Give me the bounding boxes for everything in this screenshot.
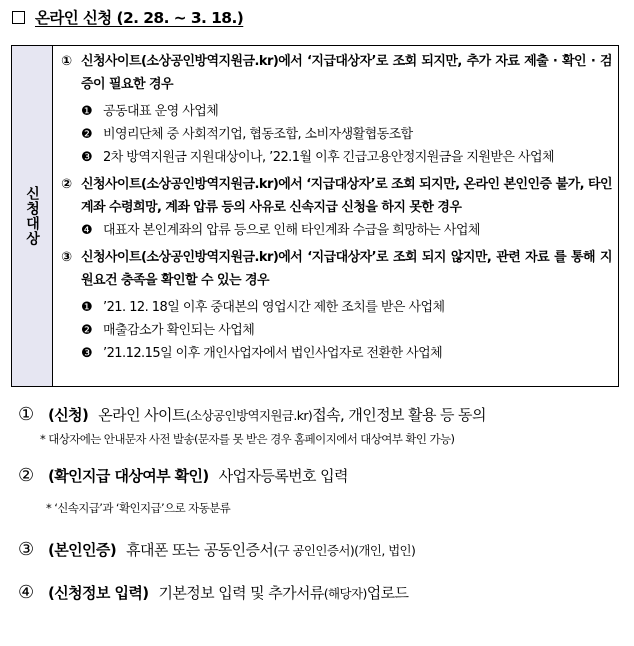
list-item-text: ’21.12.15일 이후 개인사업자에서 법인사업자로 전환한 사업체 xyxy=(103,346,443,361)
step-title: (확인지급 대상여부 확인) xyxy=(48,467,209,485)
bullet: ❸ xyxy=(81,346,93,361)
step-number: ④ xyxy=(18,582,34,603)
group-heading xyxy=(61,246,612,292)
step-text: 기본정보 입력 및 추가서류 xyxy=(158,584,324,602)
step-text-small: (소상공인방역지원금.kr) xyxy=(185,408,313,423)
step-number: ① xyxy=(18,404,34,425)
side-label-cell xyxy=(12,46,53,386)
list-item xyxy=(81,100,612,123)
step-item xyxy=(18,404,622,425)
step-text: 업로드 xyxy=(366,584,409,602)
side-label: 신청대상 xyxy=(24,186,40,246)
eligibility-content xyxy=(53,46,618,386)
list-item-text: 매출감소가 확인되는 사업체 xyxy=(103,323,255,338)
step-item xyxy=(18,582,622,603)
step-note: * 대상자에는 안내문자 사전 발송(문자를 못 받은 경우 홈페이지에서 대상여부 확인 가능) xyxy=(40,432,455,446)
eligibility-table xyxy=(11,45,619,387)
step-text: 사업자등록번호 입력 xyxy=(218,467,348,485)
bullet: ❹ xyxy=(81,223,93,238)
step-text: 휴대폰 또는 공동인증서 xyxy=(126,541,274,559)
group-heading xyxy=(61,50,612,96)
list-item-text: 2차 방역지원금 지원대상이나, ’22.1월 이후 긴급고용안정지원금을 지원받은 사업체 xyxy=(103,150,554,165)
section-heading xyxy=(12,6,243,28)
step-title: (신청정보 입력) xyxy=(48,584,149,602)
step-text: 접속, 개인정보 활용 등 동의 xyxy=(312,406,486,424)
group-number: ② xyxy=(61,177,72,192)
section-title: 온라인 신청 (2. 28. ~ 3. 18.) xyxy=(35,9,244,27)
procedure-steps xyxy=(18,404,622,603)
list-item-text: ’21. 12. 18일 이후 중대본의 영업시간 제한 조치를 받은 사업체 xyxy=(103,300,445,315)
step-title: (본인인증) xyxy=(48,541,117,559)
step-text-small: (구 공인인증서) xyxy=(273,543,355,558)
list-item xyxy=(81,146,612,169)
bullet: ❷ xyxy=(81,127,93,142)
step-text-small: (해당자) xyxy=(323,586,367,601)
bullet: ❷ xyxy=(81,323,93,338)
step-text: 온라인 사이트 xyxy=(98,406,186,424)
step-number: ③ xyxy=(18,539,34,560)
list-item xyxy=(81,123,612,146)
bullet: ❶ xyxy=(81,300,93,315)
list-item-text: 비영리단체 중 사회적기업, 협동조합, 소비자생활협동조합 xyxy=(103,127,413,142)
group-heading xyxy=(61,173,612,219)
bullet: ❶ xyxy=(81,104,93,119)
step-note: * ‘신속지급’과 ‘확인지급’으로 자동분류 xyxy=(46,501,231,515)
list-item xyxy=(81,219,612,242)
list-item-text: 공동대표 운영 사업체 xyxy=(103,104,219,119)
list-item-text: 대표자 본인계좌의 압류 등으로 인해 타인계좌 수급을 희망하는 사업체 xyxy=(103,223,480,238)
group-heading-text: 신청사이트(소상공인방역지원금.kr)에서 ‘지급대상자’로 조회 되지만, 추가 자료 제출 · 확인 · 검증이 필요한 경우 xyxy=(81,54,612,92)
step-text-small: (개인, 법인) xyxy=(354,543,416,558)
list-item xyxy=(81,319,612,342)
step-item xyxy=(18,465,622,486)
bullet: ❸ xyxy=(81,150,93,165)
step-item xyxy=(18,539,622,560)
group-heading-text: 신청사이트(소상공인방역지원금.kr)에서 ‘지급대상자’로 조회 되지 않지만, 관련 자료 를 통해 지원요건 충족을 확인할 수 있는 경우 xyxy=(81,250,612,288)
group-heading-text: 신청사이트(소상공인방역지원금.kr)에서 ‘지급대상자’로 조회 되지만, 온라인 본인인증 불가, 타인계좌 수령희망, 계좌 압류 등의 사유로 신속지급 신청을 하지 못한 경우 xyxy=(81,177,612,215)
step-number: ② xyxy=(18,465,34,486)
group-number: ③ xyxy=(61,250,72,265)
list-item xyxy=(81,296,612,319)
list-item xyxy=(81,342,612,365)
group-number: ① xyxy=(61,54,72,69)
checkbox-square-icon xyxy=(12,11,25,24)
step-title: (신청) xyxy=(48,406,89,424)
